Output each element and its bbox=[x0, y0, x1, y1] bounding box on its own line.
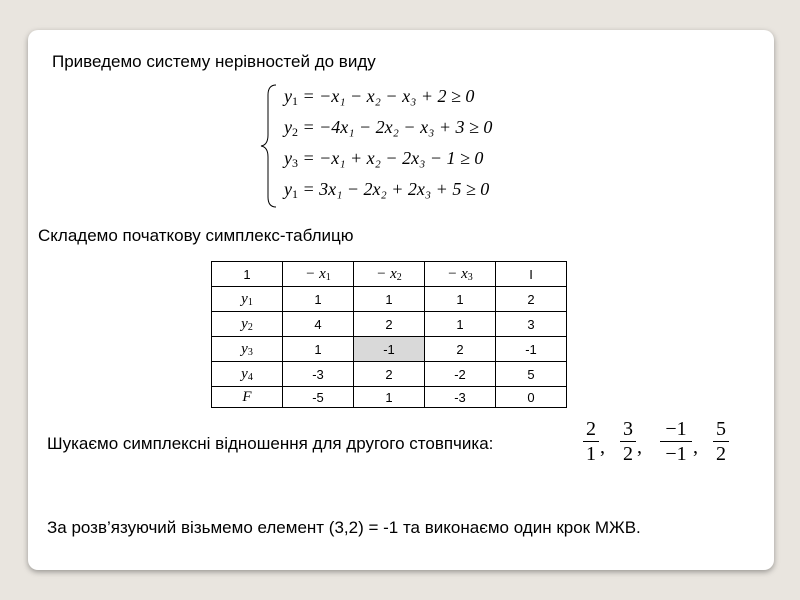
row-var-sub: 2 bbox=[247, 321, 253, 333]
ratio-fraction bbox=[620, 418, 636, 465]
eq-lhs-sub: 1 bbox=[292, 187, 298, 201]
header-sub: 3 bbox=[467, 271, 473, 283]
fraction-bar bbox=[620, 441, 636, 442]
table-row bbox=[212, 312, 567, 337]
ratio-separator: , bbox=[600, 436, 605, 458]
header-cell bbox=[425, 262, 496, 287]
row-var-cell bbox=[212, 362, 283, 387]
header-cell bbox=[354, 262, 425, 287]
ratio-fraction bbox=[660, 418, 692, 465]
ratio-numerator: 5 bbox=[716, 418, 726, 440]
header-cell: 1 bbox=[212, 262, 283, 287]
equation-row bbox=[284, 85, 474, 112]
pivot-cell: -1 bbox=[354, 337, 425, 362]
fraction-bar bbox=[713, 441, 729, 442]
ratio-denominator: 1 bbox=[586, 443, 596, 465]
table-heading: Складемо початкову симплекс-таблицю bbox=[38, 226, 354, 245]
table-cell: -3 bbox=[283, 362, 354, 387]
header-var: − x bbox=[305, 265, 326, 282]
ratio-numerator: 2 bbox=[586, 418, 596, 440]
eq-lhs: y bbox=[284, 179, 292, 199]
table-cell: -2 bbox=[425, 362, 496, 387]
row-var-sub: 1 bbox=[247, 296, 253, 308]
eq-rhs: = 3x₁ − 2x₂ + 2x₃ + 5 ≥ 0 bbox=[302, 179, 490, 199]
ratio-fraction bbox=[583, 418, 599, 465]
row-var: y bbox=[241, 315, 248, 332]
table-cell: 1 bbox=[283, 337, 354, 362]
table-cell: 2 bbox=[354, 362, 425, 387]
simplex-table bbox=[211, 261, 567, 408]
header-sub: 2 bbox=[396, 271, 402, 283]
equation-row bbox=[284, 178, 489, 205]
table-cell: 1 bbox=[283, 287, 354, 312]
table-row bbox=[212, 362, 567, 387]
eq-rhs: = −x₁ − x₂ − x₃ + 2 ≥ 0 bbox=[302, 86, 475, 106]
ratio-separator: , bbox=[693, 436, 698, 458]
row-var: y bbox=[241, 340, 248, 357]
table-row bbox=[212, 287, 567, 312]
table-cell: 1 bbox=[425, 312, 496, 337]
row-var-cell bbox=[212, 387, 283, 408]
eq-rhs: = −x₁ + x₂ − 2x₃ − 1 ≥ 0 bbox=[302, 148, 484, 168]
eq-rhs: = −4x₁ − 2x₂ − x₃ + 3 ≥ 0 bbox=[302, 117, 493, 137]
header-cell: I bbox=[496, 262, 567, 287]
table-cell: -5 bbox=[283, 387, 354, 408]
table-cell: 3 bbox=[496, 312, 567, 337]
table-header-row bbox=[212, 262, 567, 287]
eq-lhs-sub: 3 bbox=[292, 156, 298, 170]
row-var-sub: 4 bbox=[247, 371, 253, 383]
table-cell: 4 bbox=[283, 312, 354, 337]
ratio-denominator: −1 bbox=[665, 443, 687, 465]
table-cell: -3 bbox=[425, 387, 496, 408]
row-var: y bbox=[241, 290, 248, 307]
ratio-denominator: 2 bbox=[716, 443, 726, 465]
ratio-numerator: 3 bbox=[623, 418, 633, 440]
table-cell: 1 bbox=[354, 287, 425, 312]
table-cell: 2 bbox=[354, 312, 425, 337]
header-sub: 1 bbox=[325, 271, 331, 283]
table-row bbox=[212, 337, 567, 362]
eq-lhs: y bbox=[284, 86, 292, 106]
fraction-bar bbox=[583, 441, 599, 442]
header-var: − x bbox=[376, 265, 397, 282]
eq-lhs: y bbox=[284, 148, 292, 168]
row-var-sub: 3 bbox=[247, 346, 253, 358]
eq-lhs-sub: 2 bbox=[292, 125, 298, 139]
ratios-heading: Шукаємо симплексні відношення для другого стовпчика: bbox=[47, 434, 494, 453]
ratio-denominator: 2 bbox=[623, 443, 633, 465]
brace-icon bbox=[258, 83, 282, 209]
table-cell: 5 bbox=[496, 362, 567, 387]
table-row bbox=[212, 387, 567, 408]
inequality-system bbox=[258, 83, 558, 209]
table-cell: -1 bbox=[496, 337, 567, 362]
table-cell: 1 bbox=[354, 387, 425, 408]
table-cell: 2 bbox=[425, 337, 496, 362]
ratio-separator: , bbox=[637, 436, 642, 458]
ratio-numerator: −1 bbox=[665, 418, 687, 440]
header-var: − x bbox=[447, 265, 468, 282]
table-cell: 0 bbox=[496, 387, 567, 408]
fraction-bar bbox=[660, 441, 692, 442]
header-cell bbox=[283, 262, 354, 287]
conclusion-text: За розв’язуючий візьмемо елемент (3,2) = -1 та виконаємо один крок МЖВ. bbox=[47, 518, 641, 537]
intro-heading: Приведемо систему нерівностей до виду bbox=[52, 52, 376, 71]
ratio-fraction bbox=[713, 418, 729, 465]
equation-row bbox=[284, 147, 483, 174]
equation-row bbox=[284, 116, 492, 143]
table-cell: 2 bbox=[496, 287, 567, 312]
row-var-cell bbox=[212, 337, 283, 362]
row-var: y bbox=[241, 365, 248, 382]
table-cell: 1 bbox=[425, 287, 496, 312]
row-var-cell bbox=[212, 287, 283, 312]
row-var-cell bbox=[212, 312, 283, 337]
eq-lhs: y bbox=[284, 117, 292, 137]
eq-lhs-sub: 1 bbox=[292, 94, 298, 108]
row-var: F bbox=[242, 388, 252, 405]
